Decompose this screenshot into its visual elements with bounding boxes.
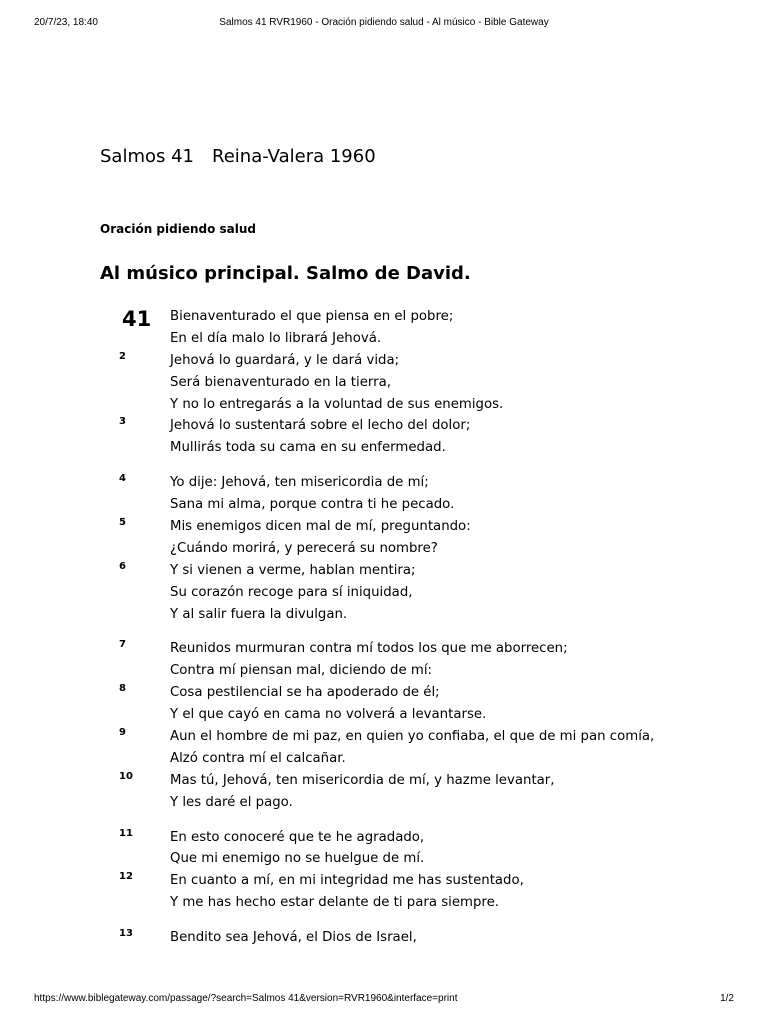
verse [0,726,768,770]
chapter-number: 41 [122,307,152,331]
verse-number: 11 [119,827,133,839]
verse-line: Mullirás toda su cama en su enfermedad. [170,440,446,456]
stanza [0,472,768,625]
verse-line: Que mi enemigo no se huelgue de mí. [170,851,425,867]
verse [0,306,768,350]
verse-line: En cuanto a mí, en mi integridad me has sustentado, [170,873,524,889]
verse-line: Alzó contra mí el calcañar. [170,750,346,766]
verse-number: 10 [119,770,133,782]
verse [0,770,768,814]
verse-number: 3 [119,416,126,428]
verse-number: 5 [119,517,126,529]
verse-line: Y me has hecho estar delante de ti para siempre. [170,895,500,911]
stanza [0,927,768,949]
verse [0,472,768,516]
verse-line: Y no lo entregarás a la voluntad de sus enemigos. [170,396,504,412]
verse [0,682,768,726]
verse-line: En el día malo lo librará Jehová. [170,330,382,346]
verse-line: En esto conoceré que te he agradado, [170,829,425,845]
print-page-number: 1/2 [720,993,734,1004]
verse-number: 2 [119,350,126,362]
verse-number: 8 [119,683,126,695]
verse-number: 12 [119,871,133,883]
verse-line: Contra mí piensan mal, diciendo de mí: [170,663,433,679]
verse [0,560,768,626]
verse-line: Y les daré el pago. [170,794,293,810]
verse-line: Sana mi alma, porque contra ti he pecado. [170,497,455,513]
stanza [0,827,768,915]
verse-line: Su corazón recoge para sí iniquidad, [170,584,413,600]
verse [0,827,768,871]
print-datetime: 20/7/23, 18:40 [34,17,98,28]
verse-line: Mas tú, Jehová, ten misericordia de mí, y hazme levantar, [170,772,555,788]
verse-line: Y el que cayó en cama no volverá a levantarse. [170,707,487,723]
verse [0,927,768,949]
verse-number: 13 [119,928,133,940]
verse-line: Cosa pestilencial se ha apoderado de él; [170,685,440,701]
verse [0,638,768,682]
verse-line: ¿Cuándo morirá, y perecerá su nombre? [170,540,438,556]
verse-line: Mis enemigos dicen mal de mí, preguntando: [170,519,471,535]
verse-line: Jehová lo sustentará sobre el lecho del dolor; [170,418,471,434]
verse-number: 4 [119,473,126,485]
print-page-title: Salmos 41 RVR1960 - Oración pidiendo salud - Al músico - Bible Gateway [219,17,549,28]
verse-number: 7 [119,639,126,651]
verse [0,415,768,459]
section-heading: Oración pidiendo salud [100,222,256,236]
passage-version: Reina-Valera 1960 [212,146,376,167]
print-url: https://www.biblegateway.com/passage/?search=Salmos 41&version=RVR1960&interface=print [34,993,458,1004]
stanza [0,638,768,813]
verse-line: Aun el hombre de mi paz, en quien yo confiaba, el que de mi pan comía, [170,729,655,745]
psalm-heading: Al músico principal. Salmo de David. [100,263,471,284]
verse-line: Y si vienen a verme, hablan mentira; [170,562,416,578]
verse-number: 6 [119,560,126,572]
verse-line: Y al salir fuera la divulgan. [170,606,348,622]
psalm-text [0,306,768,962]
verse-line: Yo dije: Jehová, ten misericordia de mí; [170,475,429,491]
verse-line: Jehová lo guardará, y le dará vida; [170,352,400,368]
verse-line: Reunidos murmuran contra mí todos los que me aborrecen; [170,641,568,657]
verse [0,350,768,416]
verse-line: Bienaventurado el que piensa en el pobre; [170,309,454,324]
verse [0,870,768,914]
verse-number: 9 [119,727,126,739]
verse [0,516,768,560]
verse-line: Será bienaventurado en la tierra, [170,374,391,390]
passage-title [100,146,376,167]
verse-line: Bendito sea Jehová, el Dios de Israel, [170,930,417,946]
stanza [0,306,768,459]
print-header [0,17,768,31]
passage-reference: Salmos 41 [100,146,195,167]
